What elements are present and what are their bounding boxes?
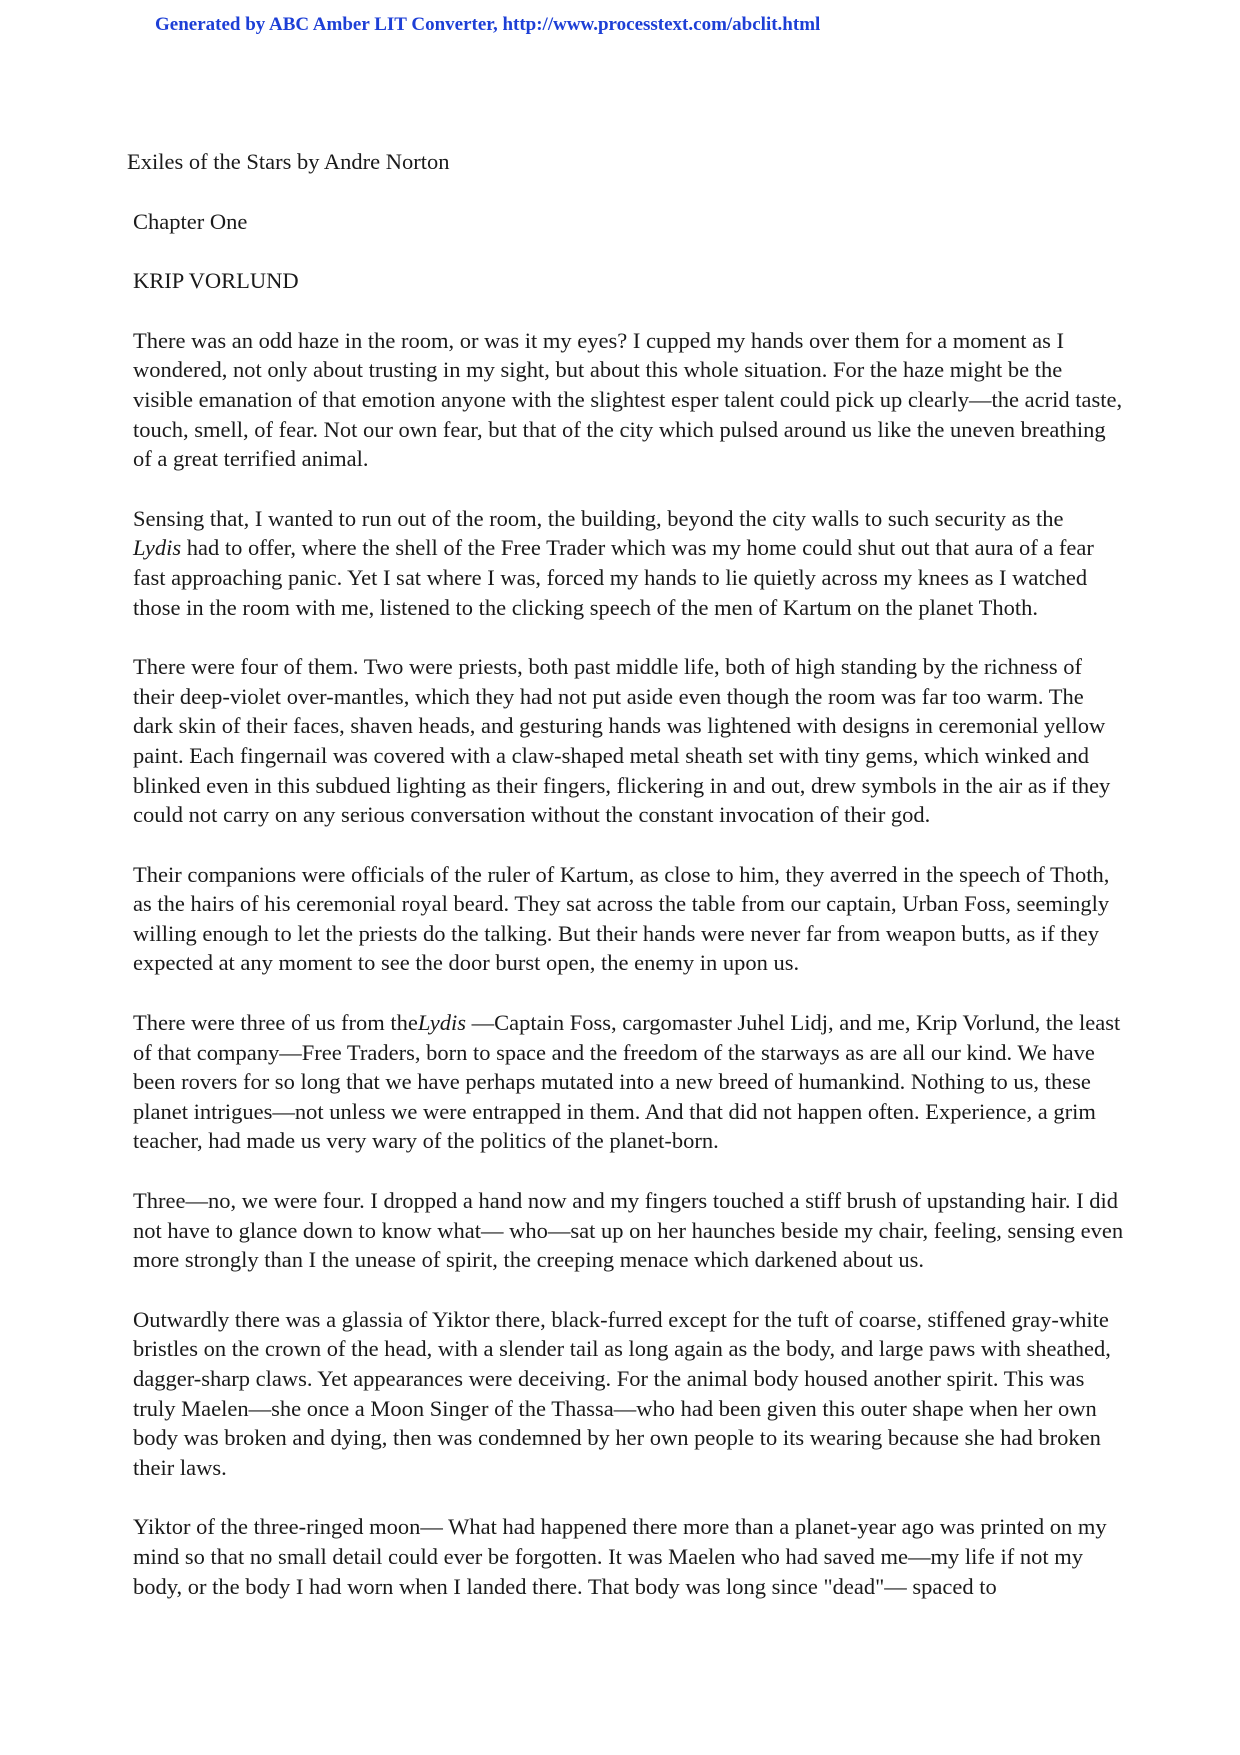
paragraph — [127, 1008, 1127, 1156]
paragraph-text: had to offer, where the shell of the Free Trader which was my home could shut out that aura of a fear fast approaching panic. Yet I sat where I was, forced my hands to lie quietly across my knees as I watched those in the room with me, listened to the clicking speech of the men of Kartum on the planet Thoth. — [133, 535, 1094, 620]
document-body — [127, 147, 1127, 1631]
paragraph: Yiktor of the three-ringed moon— What had happened there more than a planet-year ago was printed on my mind so that no small detail could ever be forgotten. It was Maelen who had saved me—my life if not my body, or the body I had worn when I landed there. That body was long since "dead"— spaced to — [133, 1514, 1107, 1599]
chapter-heading: Chapter One — [133, 208, 248, 234]
paragraph — [127, 504, 1127, 622]
paragraph: Their companions were officials of the ruler of Kartum, as close to him, they averred in the speech of Thoth, as the hairs of his ceremonial royal beard. They sat across the table from our captain, Urban Foss, seemingly willing enough to let the priests do the talking. But their hands were never far from weapon butts, as if they expected at any moment to see the door burst open, the enemy in upon us. — [133, 861, 1110, 976]
paragraph: Outwardly there was a glassia of Yiktor there, black-furred except for the tuft of coarse, stiffened gray-white bristles on the crown of the head, with a slender tail as long again as the body, and large paws with sheathed, dagger-sharp claws. Yet appearances were deceiving. For the animal body housed another spirit. This was truly Maelen—she once a Moon Singer of the Thassa—who had been given this outer shape when her own body was broken and dying, then was condemned by her own people to its wearing because she had broken their laws. — [133, 1306, 1111, 1480]
italic-ship-name: Lydis — [417, 1010, 466, 1036]
paragraph-text: Sensing that, I wanted to run out of the room, the building, beyond the city walls to such security as the — [133, 505, 1064, 531]
paragraph: Three—no, we were four. I dropped a hand now and my fingers touched a stiff brush of upstanding hair. I did not have to glance down to know what— who—sat up on her haunches beside my chair, feeling, sensing even more strongly than I the unease of spirit, the creeping menace which darkened about us. — [133, 1188, 1124, 1273]
paragraph: There was an odd haze in the room, or was it my eyes? I cupped my hands over them for a moment as I wondered, not only about trusting in my sight, but about this whole situation. For the haze might be the visible emanation of that emotion anyone with the slightest esper talent could pick up clearly—the acrid taste, touch, smell, of fear. Not our own fear, but that of the city which pulsed around us like the uneven breathing of a great terrified animal. — [133, 327, 1123, 472]
converter-header-link[interactable]: Generated by ABC Amber LIT Converter, http://www.processtext.com/abclit.html — [155, 14, 821, 35]
paragraph-text: There were three of us from the — [133, 1010, 418, 1036]
italic-ship-name: Lydis — [133, 535, 182, 561]
paragraph-text: —Captain Foss, cargomaster Juhel Lidj, and me, Krip Vorlund, the least of that company—Free Traders, born to space and the freedom of the starways as are all our kind. We have been rovers for so long that we have perhaps mutated into a new breed of humankind. Nothing to us, these planet intrigues—not unless we were entrapped in them. And that did not happen often. Experience, a grim teacher, had made us very wary of the politics of the planet-born. — [133, 1010, 1121, 1154]
book-title: Exiles of the Stars by Andre Norton — [127, 149, 450, 174]
section-heading: KRIP VORLUND — [133, 268, 299, 294]
paragraph: There were four of them. Two were priests, both past middle life, both of high standing by the richness of their deep-violet over-mantles, which they had not put aside even though the room was far too warm. The dark skin of their faces, shaven heads, and gesturing hands was lightened with designs in ceremonial yellow paint. Each fingernail was covered with a claw-shaped metal sheath set with tiny gems, which winked and blinked even in this subdued lighting as their fingers, flickering in and out, drew symbols in the air as if they could not carry on any serious conversation without the constant invocation of their god. — [133, 654, 1111, 828]
